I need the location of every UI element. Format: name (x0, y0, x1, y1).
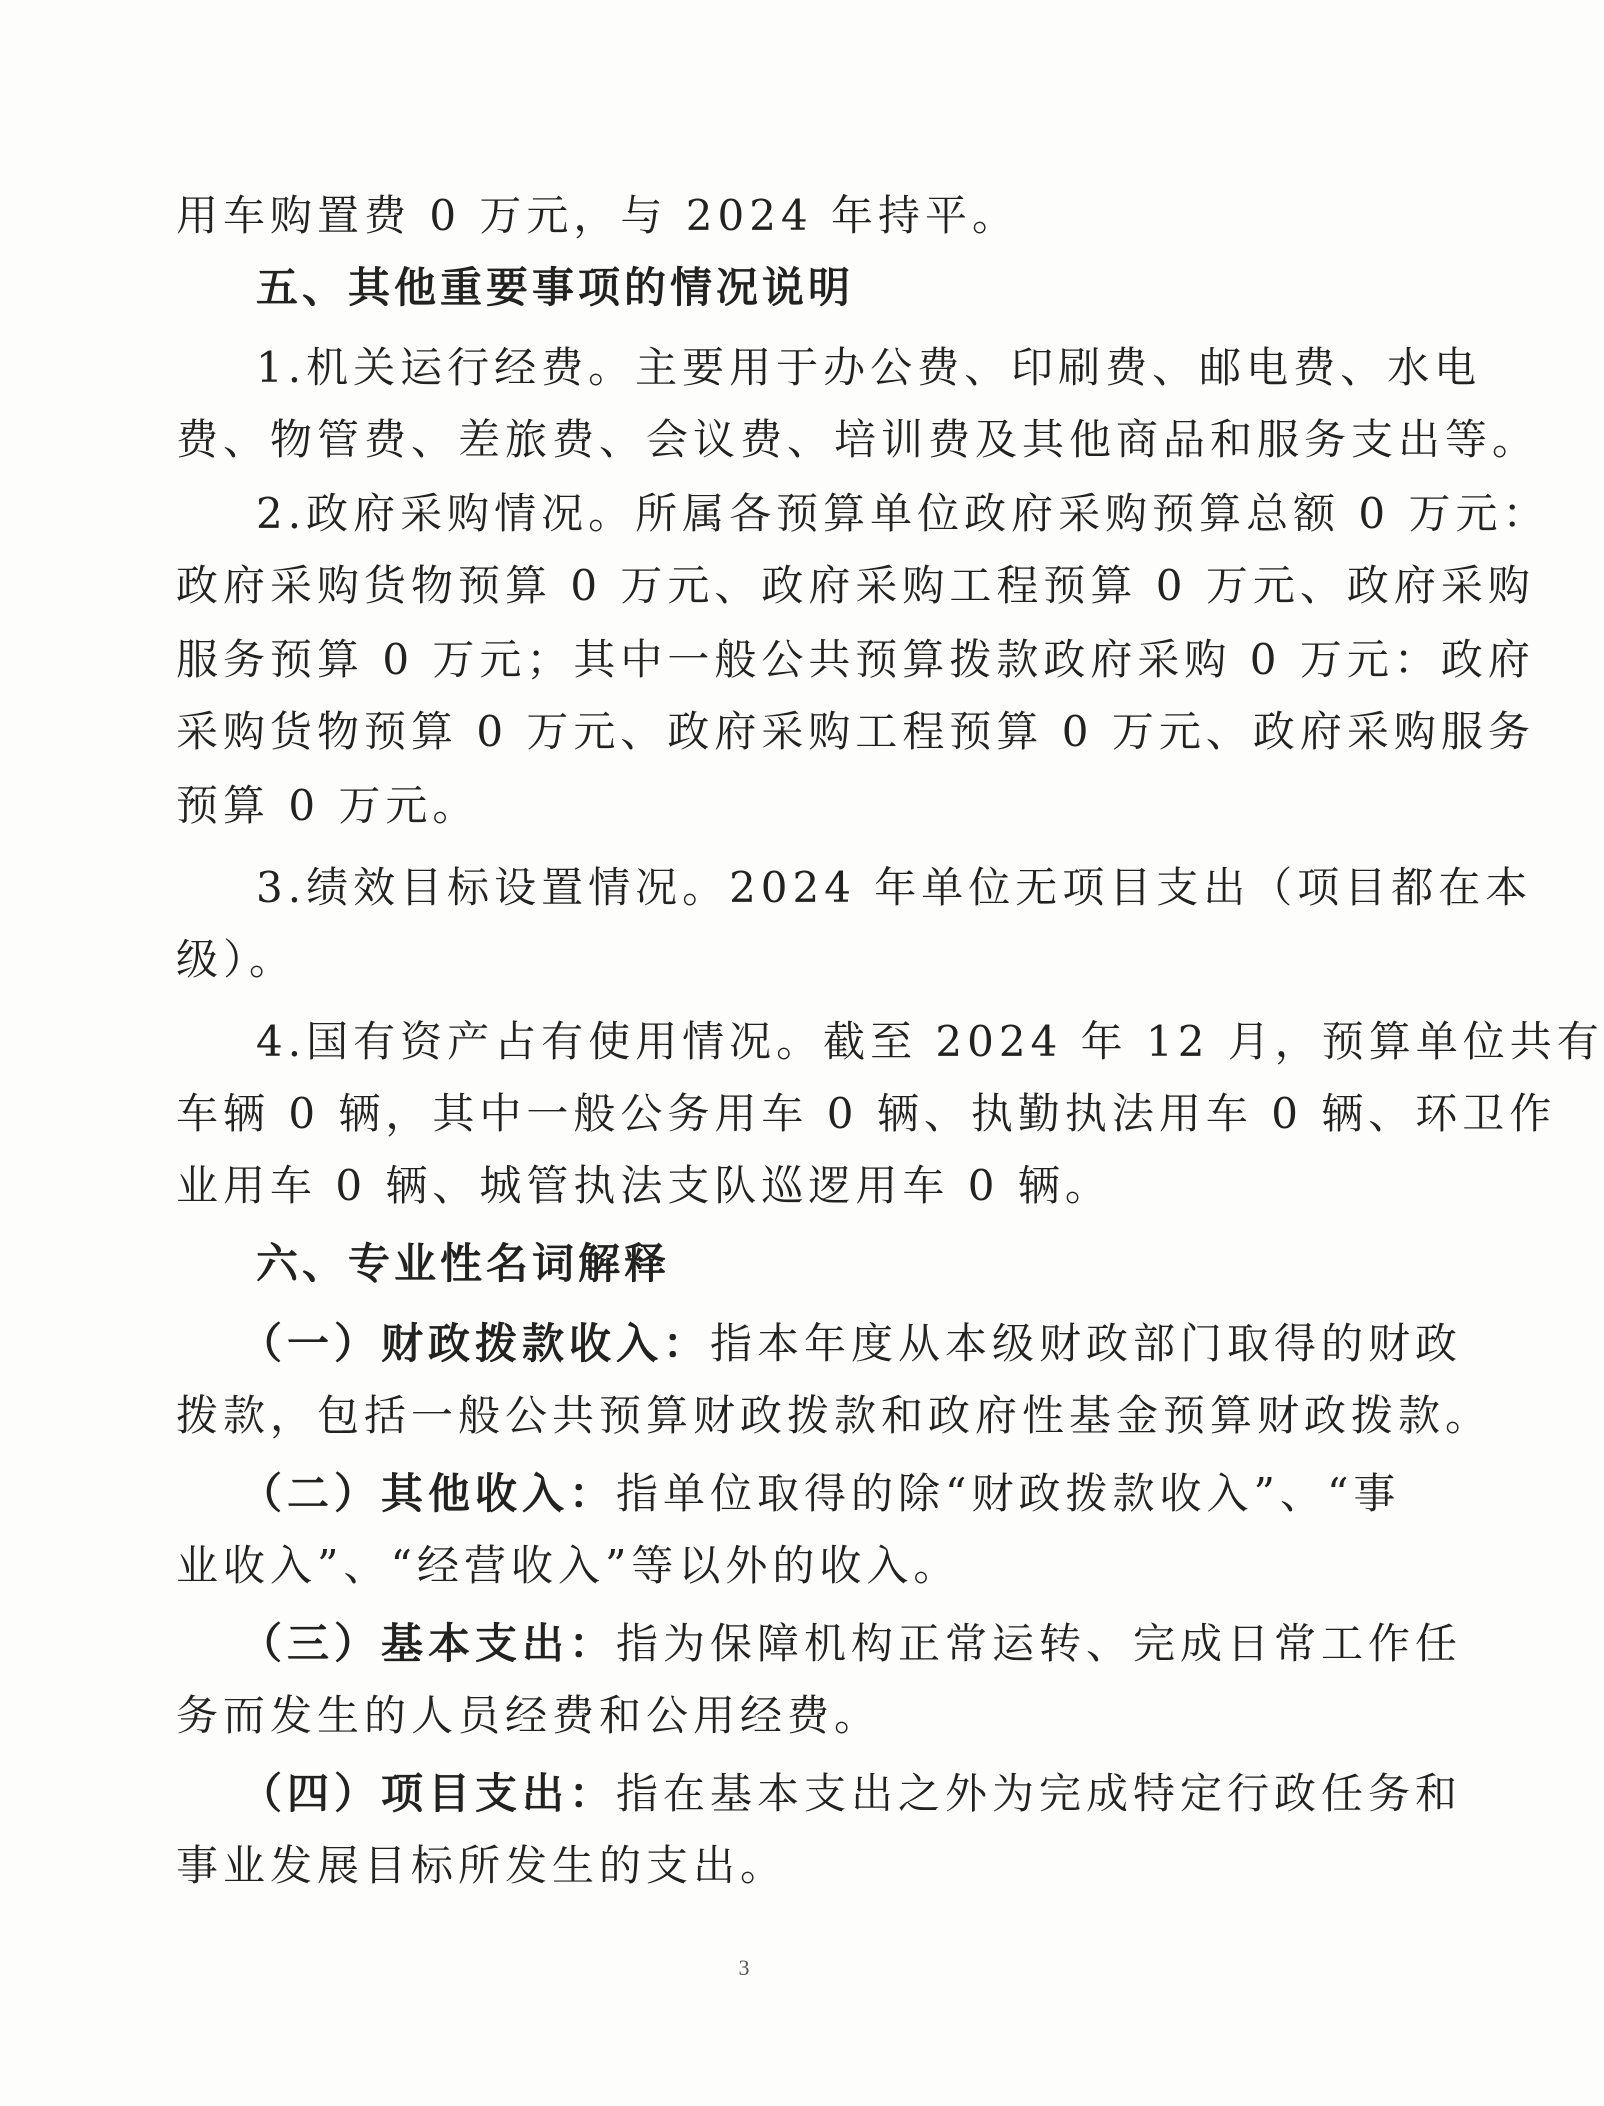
paragraph-line: 费、物管费、差旅费、会议费、培训费及其他商品和服务支出等。 (176, 415, 1540, 464)
paragraph-line: 业用车 0 辆、城管执法支队巡逻用车 0 辆。 (176, 1161, 1112, 1210)
definition-text: 指单位取得的除“财政拨款收入”、“事 (616, 1469, 1401, 1518)
paragraph-line: 事业发展目标所发生的支出。 (176, 1841, 788, 1890)
definition-line (240, 1312, 1463, 1376)
paragraph-line: 拨款，包括一般公共预算财政拨款和政府性基金预算财政拨款。 (176, 1391, 1493, 1440)
paragraph-line: 业收入”、“经营收入”等以外的收入。 (176, 1541, 961, 1590)
definition-term: （二）其他收入： (240, 1469, 617, 1518)
definition-text: 指本年度从本级财政部门取得的财政 (710, 1319, 1463, 1368)
paragraph-line: 采购货物预算 0 万元、政府采购工程预算 0 万元、政府采购服务 (176, 707, 1535, 756)
paragraph-line: 2.政府采购情况。所属各预算单位政府采购预算总额 0 万元： (256, 489, 1550, 538)
definition-text: 指在基本支出之外为完成特定行政任务和 (616, 1769, 1463, 1818)
definition-line (240, 1612, 1463, 1676)
section-heading-five: 五、其他重要事项的情况说明 (256, 263, 855, 312)
paragraph-line: 预算 0 万元。 (176, 781, 480, 830)
paragraph-line: 车辆 0 辆，其中一般公务用车 0 辆、执勤执法用车 0 辆、环卫作 (176, 1089, 1557, 1138)
paragraph-line: 3.绩效目标设置情况。2024 年单位无项目支出（项目都在本 (256, 863, 1533, 912)
paragraph-line: 服务预算 0 万元；其中一般公共预算拨款政府采购 0 万元：政府 (176, 635, 1535, 684)
definition-term: （一）财政拨款收入： (240, 1319, 711, 1368)
paragraph-line: 级）。 (176, 935, 297, 984)
definition-term: （四）项目支出： (240, 1769, 617, 1818)
paragraph-line: 4.国有资产占有使用情况。截至 2024 年 12 月，预算单位共有 (256, 1017, 1604, 1066)
text-line: 用车购置费 0 万元，与 2024 年持平。 (176, 191, 1020, 240)
section-heading-six: 六、专业性名词解释 (256, 1239, 671, 1288)
definition-text: 指为保障机构正常运转、完成日常工作任 (616, 1619, 1463, 1668)
paragraph-line: 1.机关运行经费。主要用于办公费、印刷费、邮电费、水电 (256, 343, 1482, 392)
paragraph-line: 务而发生的人员经费和公用经费。 (176, 1691, 882, 1740)
paragraph-line: 政府采购货物预算 0 万元、政府采购工程预算 0 万元、政府采购 (176, 561, 1535, 610)
definition-term: （三）基本支出： (240, 1619, 617, 1668)
definition-line (240, 1462, 1401, 1526)
page-number: 3 (738, 1955, 750, 1980)
definition-line (240, 1762, 1463, 1826)
